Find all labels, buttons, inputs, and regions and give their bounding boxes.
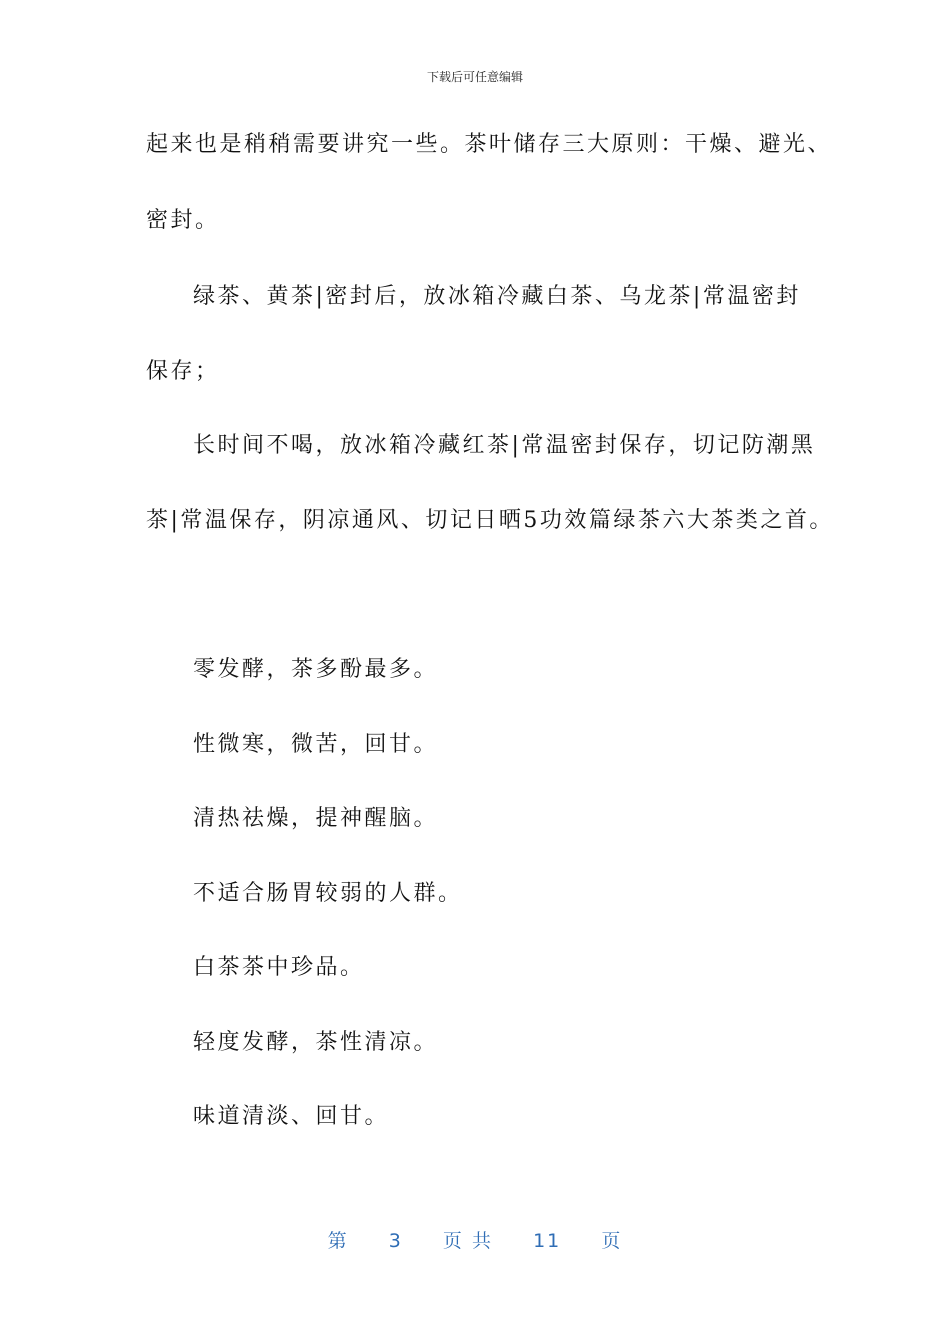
body-line-12: 轻度发酵，茶性清凉。 (193, 1030, 439, 1055)
body-line-10: 不适合肠胃较弱的人群。 (193, 881, 463, 906)
body-line-4: 保存； (146, 359, 220, 384)
footer-suffix: 页 (601, 1230, 623, 1252)
body-line-1: 起来也是稍稍需要讲究一些。茶叶储存三大原则：干燥、避光、 (146, 132, 833, 157)
body-line-8: 性微寒，微苦，回甘。 (193, 732, 439, 757)
body-line-7: 零发酵，茶多酚最多。 (193, 657, 439, 682)
page-footer (0, 1226, 950, 1253)
body-line-2: 密封。 (146, 208, 220, 233)
body-line-11: 白茶茶中珍品。 (193, 955, 365, 980)
page-header: 下载后可任意编辑 (426, 70, 523, 84)
body-line-9: 清热祛燥，提神醒脑。 (193, 806, 439, 831)
footer-total-pages: 11 (533, 1230, 562, 1252)
body-line-13: 味道清淡、回甘。 (193, 1104, 390, 1129)
body-line-6: 茶|常温保存，阴凉通风、切记日晒5功效篇绿茶六大茶类之首。 (146, 508, 834, 533)
footer-prefix: 第 (327, 1230, 349, 1252)
body-line-3: 绿茶、黄茶|密封后，放冰箱冷藏白茶、乌龙茶|常温密封 (193, 284, 801, 309)
footer-middle: 页 共 (442, 1230, 493, 1252)
body-line-5: 长时间不喝，放冰箱冷藏红茶|常温密封保存，切记防潮黑 (193, 433, 816, 458)
footer-page-number: 3 (388, 1230, 403, 1252)
